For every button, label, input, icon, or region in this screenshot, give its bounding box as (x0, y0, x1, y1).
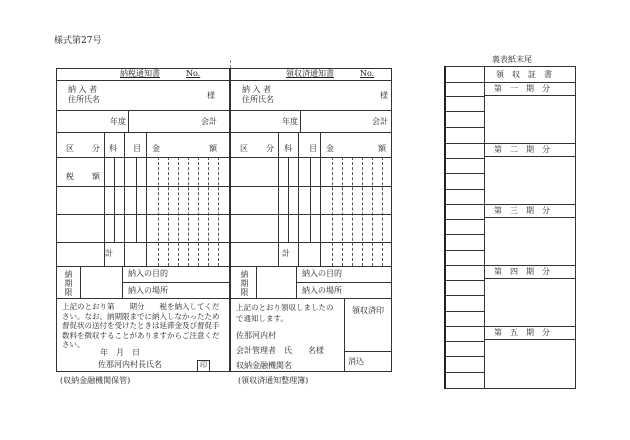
right-bank: 収納金融機関名 (236, 361, 292, 370)
back-column-title: 領 収 証 書 (496, 70, 552, 79)
left-moku: 目 (133, 144, 141, 153)
left-place: 納入の場所 (128, 286, 168, 295)
left-no: No. (186, 69, 201, 78)
period-3: 第 三 期 分 (494, 206, 550, 215)
period-5: 第 五 期 分 (494, 328, 550, 337)
left-notice: 上記のとおり第 期分 税を納入してください。なお、納期限までに納入しなかったため督促状の送付を受けたときは延滞金及び督促手数料を徴収することがありますからご注意ください。 (62, 302, 220, 349)
period-1: 第 一 期 分 (494, 84, 550, 93)
right-title: 領収済通知書 (286, 69, 334, 78)
right-kin: 金 (326, 144, 334, 153)
left-sama: 様 (207, 91, 215, 100)
back-heading: 裏表紙末尾 (492, 55, 532, 64)
right-purpose: 納入の目的 (302, 269, 342, 278)
right-year: 年度 (282, 117, 298, 126)
right-sama: 様 (380, 91, 388, 100)
left-bun: 分 (92, 144, 100, 153)
right-payer-label: 納 入 者 住所氏名 (242, 85, 274, 104)
right-accountant: 会計管理者 氏 名様 (236, 346, 324, 355)
right-gaku: 額 (378, 144, 386, 153)
left-date: 年 月 日 (100, 348, 140, 357)
left-deadline: 納期限 (64, 270, 73, 297)
left-zei: 税 (66, 172, 74, 181)
period-2: 第 二 期 分 (494, 145, 550, 154)
right-ka: 科 (284, 144, 292, 153)
right-kaikei: 会計 (372, 117, 388, 126)
left-payer-label: 納 入 者 住所氏名 (68, 85, 100, 104)
right-receipt-stamp: 領収済印 (352, 306, 384, 315)
right-bun: 分 (266, 144, 274, 153)
left-ku: 区 (66, 144, 74, 153)
right-deadline: 納期限 (240, 270, 249, 297)
left-kin: 金 (152, 144, 160, 153)
left-gaku: 額 (209, 144, 217, 153)
right-notice: 上記のとおり領収しましたので通知します。 (236, 303, 334, 323)
left-mayor: 佐那河内村長氏名 (98, 360, 162, 369)
left-zei-gaku: 額 (92, 172, 100, 181)
right-form (230, 68, 392, 372)
left-purpose: 納入の目的 (128, 269, 168, 278)
right-moku: 目 (309, 144, 317, 153)
right-footer: (領収済通知整理簿) (238, 376, 309, 385)
left-title: 納税通知書 (120, 69, 160, 78)
left-footer: (収納金融機関保管) (60, 376, 131, 385)
form-number: 様式第27号 (54, 36, 102, 46)
left-ka: 科 (109, 144, 117, 153)
right-no: No. (360, 69, 375, 78)
right-kei: 計 (282, 249, 290, 258)
left-kaikei: 会計 (201, 117, 217, 126)
period-4: 第 四 期 分 (494, 267, 550, 276)
right-ku: 区 (240, 144, 248, 153)
seal-icon: 印 (197, 360, 210, 372)
left-kei: 計 (105, 249, 113, 258)
right-village: 佐那河内村 (236, 331, 276, 340)
right-smudge: 消込 (348, 357, 364, 366)
left-year: 年度 (110, 117, 126, 126)
right-place: 納入の場所 (302, 286, 342, 295)
